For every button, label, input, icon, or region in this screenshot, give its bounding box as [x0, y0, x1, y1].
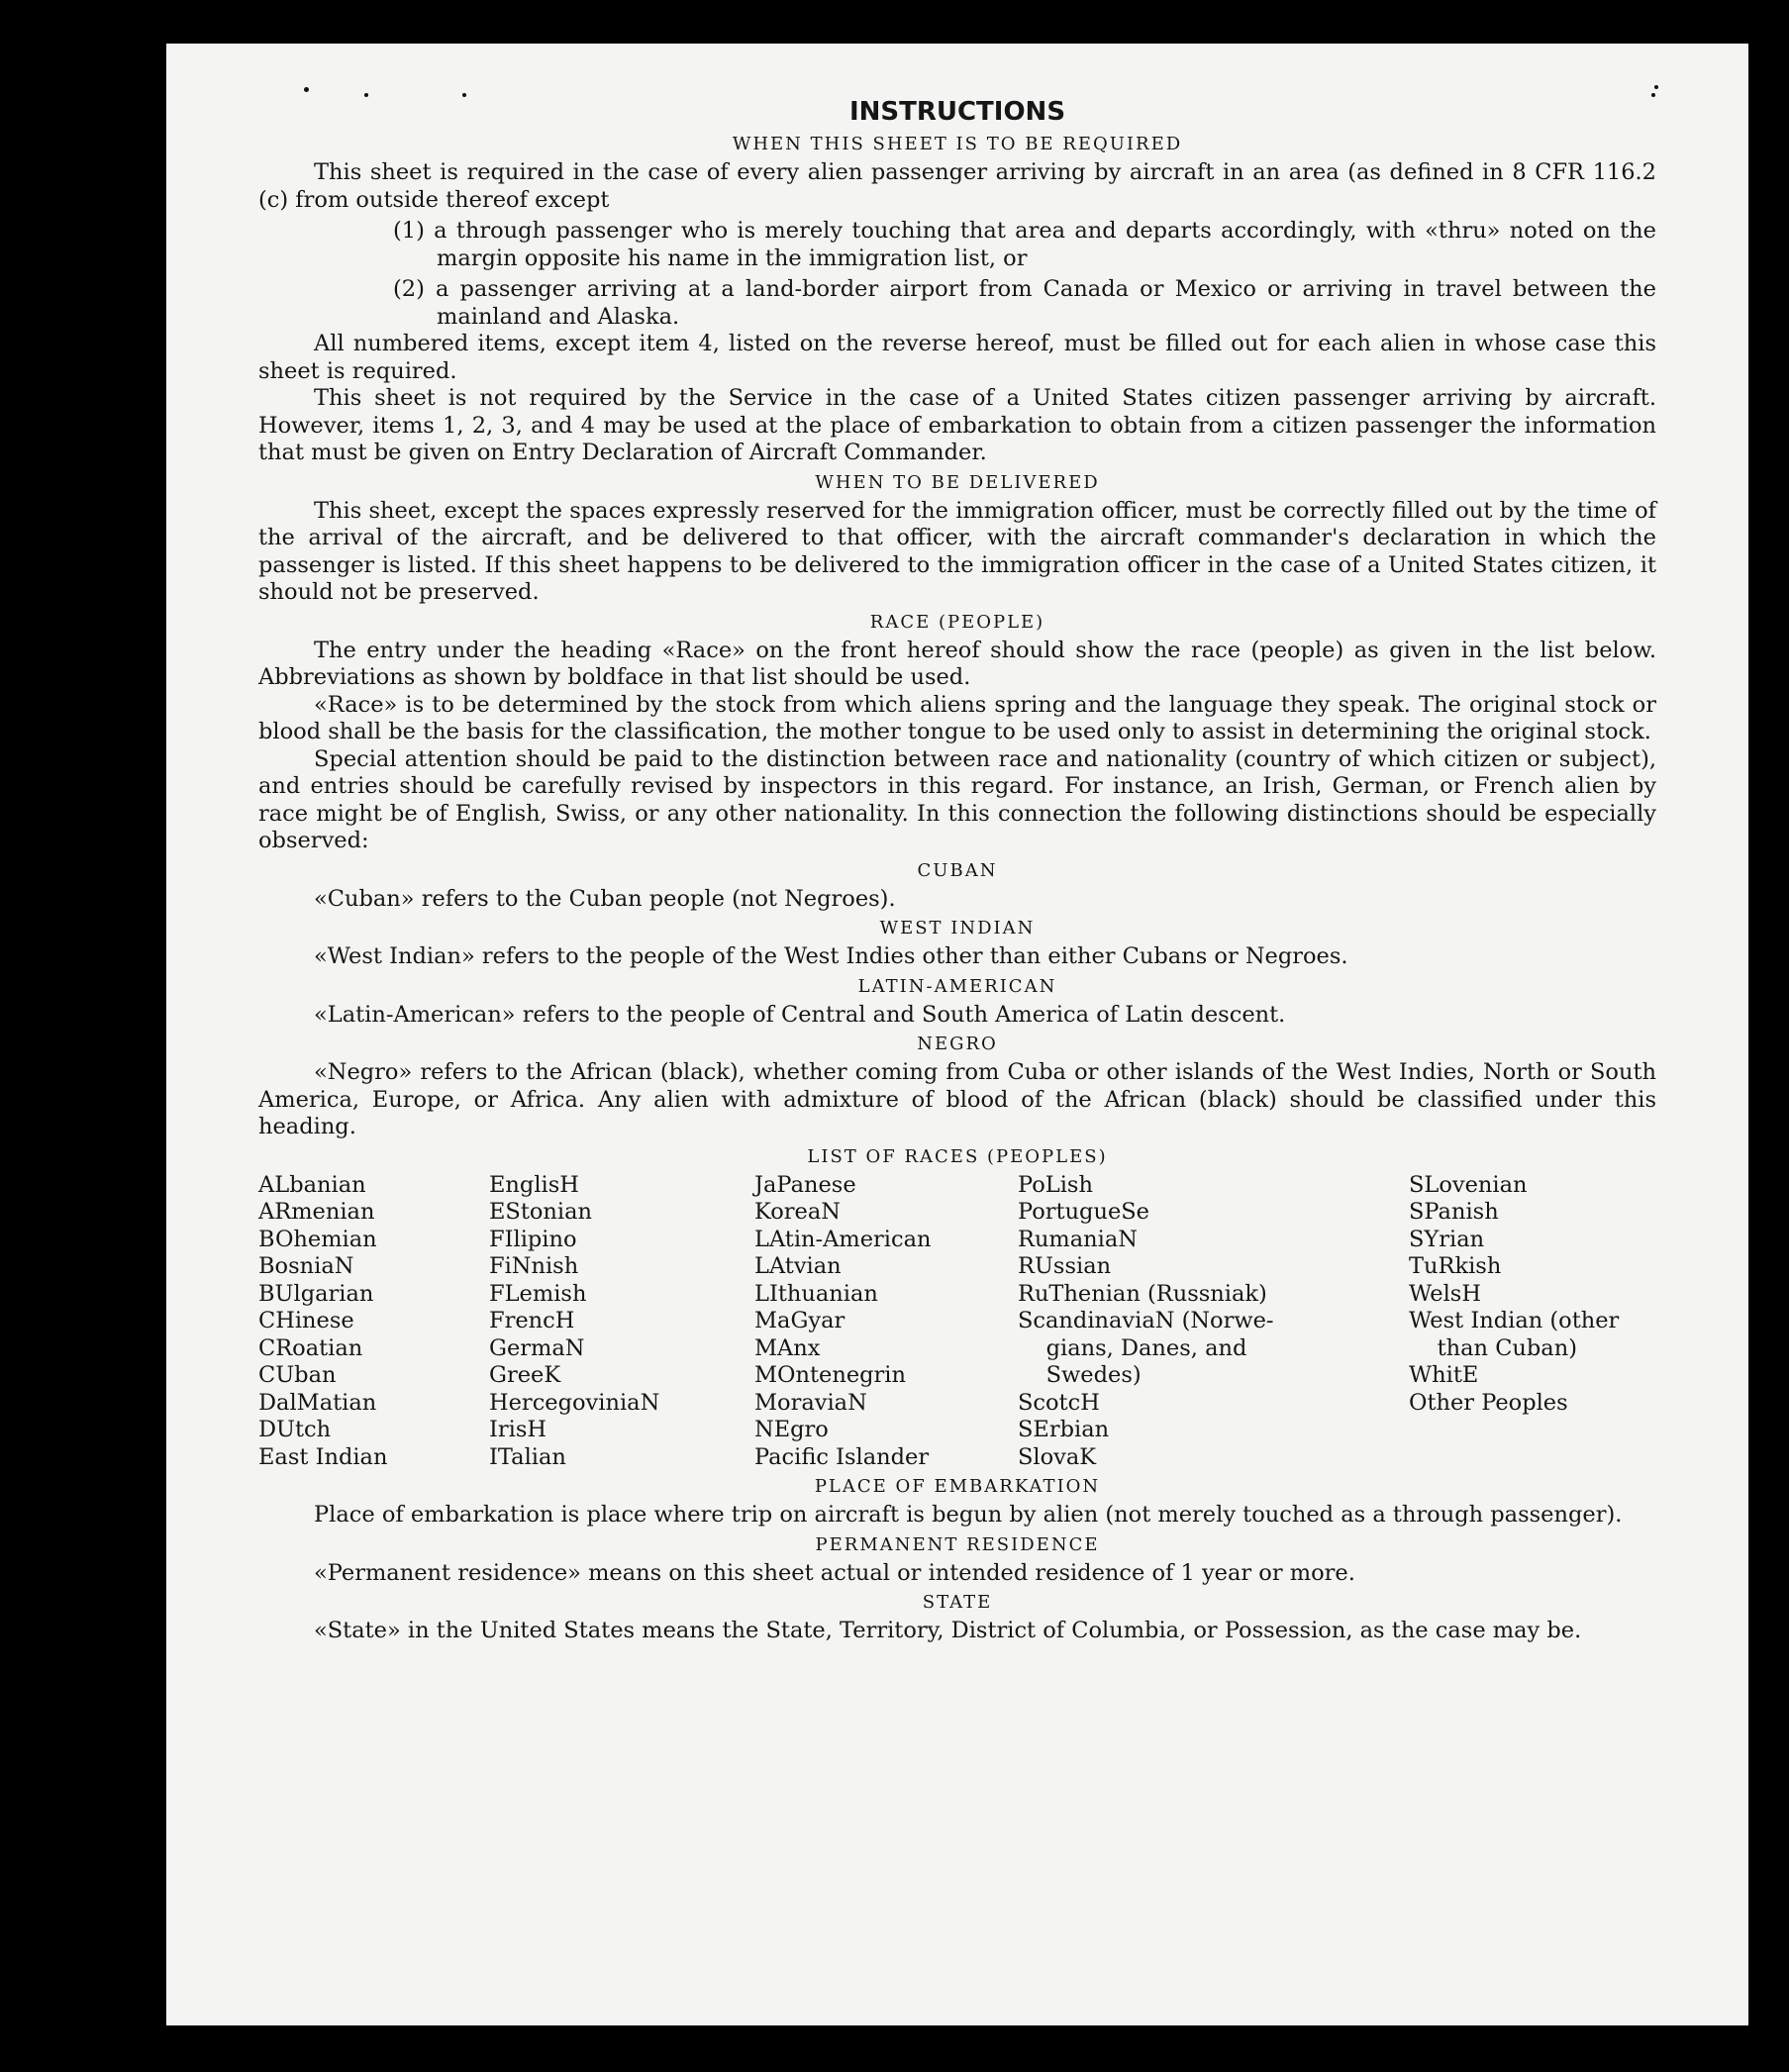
speck — [304, 87, 309, 92]
paragraph: «West Indian» refers to the people of the West Indies other than either Cubans or Negroes. — [314, 943, 1348, 969]
exception-item-2: (2) a passenger arriving at a land-border airport from Canada or Mexico or arriving in travel between the mainland and Alaska. — [393, 276, 1656, 330]
race-entry: NEgro — [754, 1417, 829, 1442]
race-entry: SErbian — [1018, 1417, 1110, 1442]
race-entry: PoLish — [1018, 1171, 1093, 1198]
race-entry: CHinese — [258, 1308, 354, 1333]
races-column-2 — [489, 1172, 754, 1472]
race-entry: EnglisH — [489, 1171, 579, 1198]
race-entry: East Indian — [258, 1443, 388, 1470]
race-entry: DUtch — [258, 1417, 332, 1442]
race-entry: ALbanian — [258, 1171, 366, 1198]
paragraph: This sheet is not required by the Service in the case of a United States citizen passenger arriving by aircraft. However, items 1, 2, 3, and 4 may be used at the place of embarkation to obtain from a citizen passenger the information that must be given on Entry Declaration of Aircraft Commander. — [258, 385, 1656, 465]
paragraph: This sheet is required in the case of every alien passenger arriving by aircraft in an area (as defined in 8 CFR 116.2 (c) from outside thereof except — [258, 159, 1656, 213]
race-entry: HercegoviniaN — [489, 1389, 660, 1416]
section-heading-negro: NEGRO — [917, 1034, 998, 1054]
race-entry: SPanish — [1409, 1199, 1499, 1225]
race-entry: RumaniaN — [1018, 1226, 1138, 1252]
races-column-1 — [258, 1172, 489, 1472]
race-entry: BOhemian — [258, 1226, 377, 1252]
races-column-4 — [1018, 1172, 1409, 1472]
race-entry: CRoatian — [258, 1334, 363, 1361]
race-entry: CUban — [258, 1362, 337, 1388]
race-entry: ARmenian — [258, 1199, 375, 1225]
race-entry: MOntenegrin — [754, 1362, 906, 1388]
race-entry: SYrian — [1409, 1226, 1485, 1252]
race-entry: LAtvian — [754, 1253, 842, 1279]
race-entry: SlovaK — [1018, 1443, 1097, 1470]
section-heading-residence: PERMANENT RESIDENCE — [815, 1533, 1100, 1555]
race-entry: Pacific Islander — [754, 1443, 930, 1470]
race-entry: FiNnish — [489, 1253, 579, 1279]
race-entry: LAtin-American — [754, 1226, 932, 1252]
section-heading-when-delivered: WHEN TO BE DELIVERED — [815, 471, 1100, 493]
race-entry: GreeK — [489, 1362, 561, 1388]
race-entry: WhitE — [1409, 1362, 1479, 1388]
race-entry: FLemish — [489, 1280, 587, 1307]
race-entry: MoraviaN — [754, 1389, 867, 1416]
section-heading-state: STATE — [922, 1592, 993, 1613]
race-entry: MaGyar — [754, 1308, 845, 1333]
race-entry: EStonian — [489, 1199, 593, 1225]
races-column-3 — [754, 1172, 1018, 1472]
race-entry: than Cuban) — [1409, 1334, 1577, 1361]
paragraph: «Cuban» refers to the Cuban people (not Negroes). — [314, 885, 896, 912]
race-entry: MAnx — [754, 1334, 821, 1361]
race-entry: BosniaN — [258, 1253, 354, 1279]
paragraph: The entry under the heading «Race» on the front hereof should show the race (people) as given in the list below. Abbreviations as shown by boldface in that list should be used. — [258, 637, 1656, 690]
paragraph: All numbered items, except item 4, listed on the reverse hereof, must be filled out for each alien in whose case this sheet is required. — [258, 331, 1656, 384]
section-heading-cuban: CUBAN — [917, 859, 998, 881]
section-heading-latin-american: LATIN-AMERICAN — [857, 975, 1057, 997]
race-entry: ScandinaviaN (Norwe- — [1018, 1308, 1274, 1333]
race-entry: gians, Danes, and — [1018, 1334, 1247, 1361]
race-entry: West Indian (other — [1409, 1308, 1620, 1333]
race-entry: JaPanese — [754, 1171, 856, 1198]
exception-item-1: (1) a through passenger who is merely touching that area and departs accordingly, with «thru» noted on the margin opposite his name in the immigration list, or — [393, 218, 1656, 271]
race-entry: FrencH — [489, 1308, 575, 1333]
document-page — [166, 44, 1748, 2025]
paragraph: «Latin-American» refers to the people of Central and South America of Latin descent. — [314, 1001, 1286, 1028]
race-entry: GermaN — [489, 1334, 585, 1361]
race-entry: Other Peoples — [1409, 1389, 1568, 1416]
section-heading-race: RACE (PEOPLE) — [869, 611, 1045, 633]
paragraph: Place of embarkation is place where trip on aircraft is begun by alien (not merely touched as a through passenger). — [314, 1502, 1623, 1528]
races-list — [258, 1172, 1656, 1472]
race-entry: FIlipino — [489, 1226, 577, 1252]
race-entry: WelsH — [1409, 1280, 1481, 1307]
paragraph: This sheet, except the spaces expressly reserved for the immigration officer, must be correctly filled out by the time of the arrival of the aircraft, and be delivered to that officer, with the aircraft commander's declaration in which the passenger is listed. If this sheet happens to be delivered to the immigration officer in the case of a United States citizen, it should not be preserved. — [258, 497, 1656, 605]
race-entry: RUssian — [1018, 1253, 1112, 1279]
race-entry: TuRkish — [1409, 1253, 1502, 1279]
races-column-5 — [1409, 1172, 1656, 1472]
race-entry: LIthuanian — [754, 1280, 878, 1307]
instructions-content — [258, 95, 1656, 1645]
section-heading-list-of-races: LIST OF RACES (PEOPLES) — [807, 1145, 1108, 1167]
paragraph: «Permanent residence» means on this sheet actual or intended residence of 1 year or more. — [314, 1559, 1355, 1586]
race-entry: ScotcH — [1018, 1389, 1100, 1416]
paragraph: «State» in the United States means the State, Territory, District of Columbia, or Possession, as the case may be. — [314, 1618, 1582, 1643]
section-heading-west-indian: WEST INDIAN — [879, 918, 1036, 938]
race-entry: ITalian — [489, 1443, 566, 1470]
paragraph: «Negro» refers to the African (black), whether coming from Cuba or other islands of the West Indies, North or South America, Europe, or Africa. Any alien with admixture of blood of the African (black) should be classified under this heading. — [258, 1059, 1656, 1139]
section-heading-embarkation: PLACE OF EMBARKATION — [814, 1476, 1101, 1497]
race-entry: IrisH — [489, 1417, 547, 1442]
race-entry: KoreaN — [754, 1199, 841, 1225]
race-entry: PortugueSe — [1018, 1199, 1150, 1225]
race-entry: DalMatian — [258, 1389, 377, 1416]
section-heading-when-required: WHEN THIS SHEET IS TO BE REQUIRED — [732, 134, 1183, 154]
race-entry: BUlgarian — [258, 1280, 374, 1307]
race-entry: SLovenian — [1409, 1171, 1528, 1198]
race-entry: RuThenian (Russniak) — [1018, 1280, 1267, 1307]
paragraph: «Race» is to be determined by the stock from which aliens spring and the language they speak. The original stock or blood shall be the basis for the classification, the mother tongue to be used only to assist in determining the original stock. — [258, 691, 1656, 744]
paragraph: Special attention should be paid to the distinction between race and nationality (country of which citizen or subject), and entries should be carefully revised by inspectors in this regard. For instance, an Irish, German, or French alien by race might be of English, Swiss, or any other nationality. In this connection the following distinctions should be especially observed: — [258, 745, 1656, 853]
page-title: INSTRUCTIONS — [848, 97, 1066, 127]
speck — [1654, 85, 1658, 89]
race-entry: Swedes) — [1018, 1362, 1142, 1388]
